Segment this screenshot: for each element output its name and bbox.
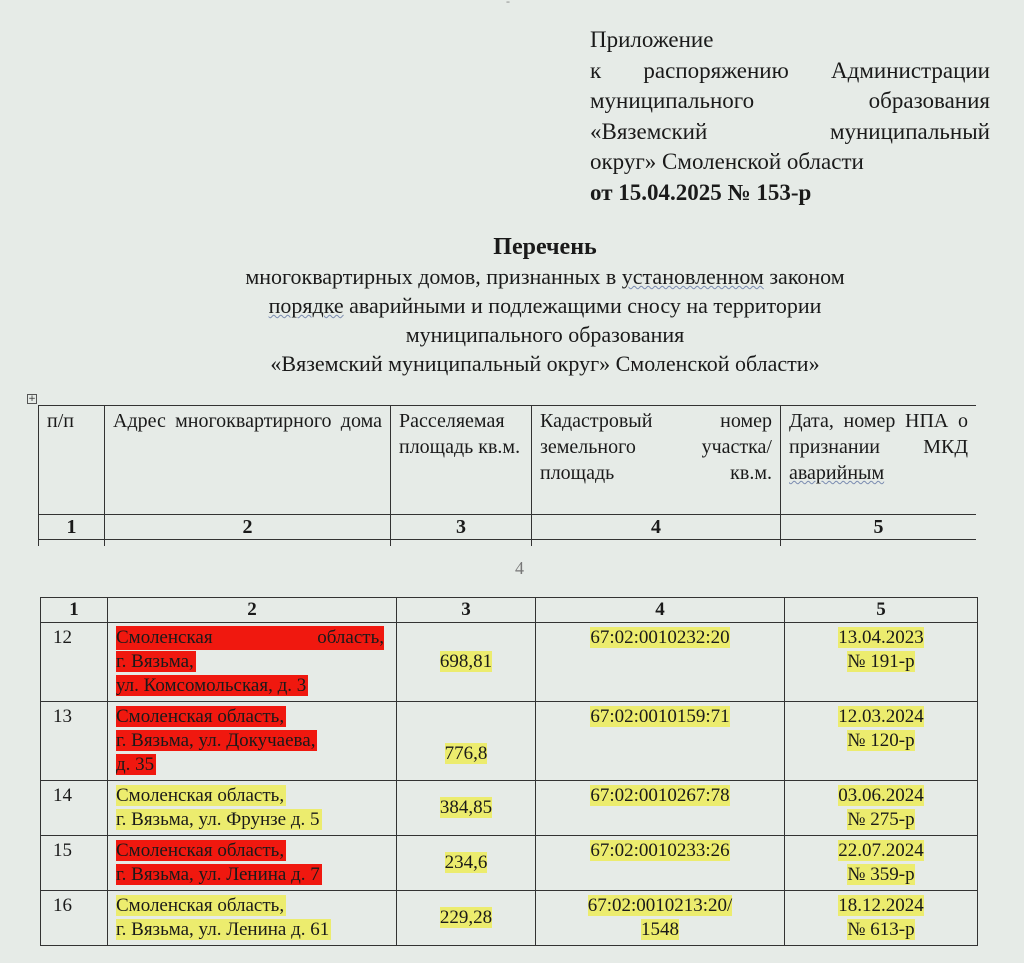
appendix-header bbox=[590, 25, 990, 208]
header-cell-date-text: Дата, номер НПА о признании МКД bbox=[789, 410, 968, 458]
header-number-cell: 3 bbox=[391, 515, 532, 540]
row-number: 14 bbox=[41, 781, 108, 836]
title-subline-1-c: законом bbox=[763, 264, 845, 289]
address-line: Смоленская область, bbox=[116, 895, 285, 916]
table-row bbox=[41, 891, 978, 946]
cadastral-value: 67:02:0010267:78 bbox=[590, 785, 730, 806]
date-value: 18.12.2024 bbox=[838, 895, 924, 916]
date-cell bbox=[785, 836, 978, 891]
address-line-wrap bbox=[116, 784, 388, 808]
area-cell bbox=[397, 702, 536, 781]
title-subline-3: муниципального образования bbox=[405, 322, 685, 347]
row-number: 15 bbox=[41, 836, 108, 891]
cutoff-cell bbox=[391, 540, 532, 547]
header-cell-date bbox=[781, 406, 977, 515]
npa-value: № 613-р bbox=[847, 919, 915, 940]
title-subline-1-b: установленном bbox=[621, 264, 764, 289]
header-cutoff-row bbox=[39, 540, 977, 547]
appendix-line-1: Приложение bbox=[590, 27, 714, 52]
row-number: 12 bbox=[41, 623, 108, 702]
address-line-wrap bbox=[116, 729, 388, 753]
date-cell bbox=[785, 891, 978, 946]
column-number-cell: 1 bbox=[41, 598, 108, 623]
address-line-wrap bbox=[116, 863, 388, 887]
cadastral-cell bbox=[536, 623, 785, 702]
address-line-wrap bbox=[116, 753, 388, 777]
title-subline-1-a: многоквартирных домов, признанных в bbox=[245, 264, 622, 289]
address-line-wrap bbox=[116, 894, 388, 918]
address-line: Смоленская область, bbox=[116, 627, 384, 648]
npa-value: № 359-р bbox=[847, 864, 915, 885]
date-value: 12.03.2024 bbox=[838, 706, 924, 727]
appendix-line-3: муниципального образования bbox=[590, 88, 990, 113]
address-cell bbox=[108, 781, 397, 836]
table-row bbox=[41, 623, 978, 702]
address-cell bbox=[108, 836, 397, 891]
date-value: 22.07.2024 bbox=[838, 840, 924, 861]
cadastral-value: 67:02:0010232:20 bbox=[590, 627, 730, 648]
address-line: ул. Комсомольская, д. 3 bbox=[116, 675, 307, 696]
cutoff-cell bbox=[39, 540, 105, 547]
address-line: г. Вязьма, ул. Ленина д. 7 bbox=[116, 864, 320, 885]
address-line: д. 35 bbox=[116, 754, 155, 775]
document-title-block bbox=[140, 232, 950, 378]
column-number-cell: 2 bbox=[108, 598, 397, 623]
appendix-order-number: от 15.04.2025 № 153-р bbox=[590, 179, 812, 205]
header-table bbox=[38, 405, 976, 546]
header-cell-num: п/п bbox=[39, 406, 105, 515]
header-number-cell: 2 bbox=[105, 515, 391, 540]
title-subline-4: «Вяземский муниципальный округ» Смоленской области» bbox=[270, 351, 820, 376]
header-cell-area: Расселяемая площадь кв.м. bbox=[391, 406, 532, 515]
header-table-wrapper bbox=[38, 405, 976, 546]
address-line: г. Вязьма, ул. Докучаева, bbox=[116, 730, 316, 751]
address-line-wrap bbox=[116, 705, 388, 729]
title-subline-2-a: порядке bbox=[268, 293, 344, 318]
address-line-wrap bbox=[116, 808, 388, 832]
page-top-mark: - bbox=[506, 0, 510, 8]
npa-value: № 275-р bbox=[847, 809, 915, 830]
cutoff-cell bbox=[532, 540, 781, 547]
address-line: Смоленская область, bbox=[116, 840, 285, 861]
address-cell bbox=[108, 623, 397, 702]
header-number-cell: 5 bbox=[781, 515, 977, 540]
header-cell-date-word: аварийным bbox=[789, 462, 885, 484]
date-cell bbox=[785, 781, 978, 836]
row-number: 13 bbox=[41, 702, 108, 781]
document-title: Перечень bbox=[493, 234, 597, 260]
header-number-cell: 4 bbox=[532, 515, 781, 540]
cadastral-cell bbox=[536, 702, 785, 781]
page-number: 4 bbox=[515, 558, 524, 578]
header-row bbox=[39, 406, 977, 515]
date-value: 13.04.2023 bbox=[838, 627, 924, 648]
address-line-wrap bbox=[116, 650, 388, 674]
appendix-line-5: округ» Смоленской области bbox=[590, 149, 864, 174]
area-value: 229,28 bbox=[439, 907, 493, 928]
header-number-cell: 1 bbox=[39, 515, 105, 540]
area-value: 698,81 bbox=[439, 651, 493, 672]
title-subline-2-b: аварийными и подлежащими сносу на территории bbox=[343, 293, 822, 318]
address-line: г. Вязьма, ул. Фрунзе д. 5 bbox=[116, 809, 320, 830]
cutoff-cell bbox=[781, 540, 977, 547]
cutoff-cell bbox=[105, 540, 391, 547]
appendix-line-4: «Вяземский муниципальный bbox=[590, 118, 990, 144]
address-line: г. Вязьма, bbox=[116, 651, 194, 672]
date-cell bbox=[785, 702, 978, 781]
area-value: 234,6 bbox=[444, 852, 488, 873]
table-row bbox=[41, 781, 978, 836]
area-cell bbox=[397, 781, 536, 836]
title-subline-2 bbox=[140, 291, 950, 320]
address-line-wrap bbox=[116, 674, 388, 698]
cadastral-cell bbox=[536, 836, 785, 891]
column-number-row bbox=[41, 598, 978, 623]
column-number-cell: 3 bbox=[397, 598, 536, 623]
address-line: Смоленская область, bbox=[116, 706, 285, 727]
date-cell bbox=[785, 623, 978, 702]
area-cell bbox=[397, 836, 536, 891]
table-row bbox=[41, 702, 978, 781]
cadastral-value: 67:02:0010213:20/ bbox=[587, 895, 733, 916]
appendix-line-2: к распоряжению Администрации bbox=[590, 57, 990, 83]
npa-value: № 120-р bbox=[847, 730, 915, 751]
header-number-row bbox=[39, 515, 977, 540]
cadastral-cell bbox=[536, 891, 785, 946]
area-value: 776,8 bbox=[444, 743, 488, 764]
cadastral-value: 67:02:0010159:71 bbox=[590, 706, 730, 727]
npa-value: № 191-р bbox=[847, 651, 915, 672]
title-subline-1 bbox=[140, 262, 950, 291]
column-number-cell: 5 bbox=[785, 598, 978, 623]
cadastral-value: 67:02:0010233:26 bbox=[590, 840, 730, 861]
column-number-cell: 4 bbox=[536, 598, 785, 623]
cadastral-area-value: 1548 bbox=[641, 919, 679, 940]
header-cell-cadastral: Кадастровый номер земельного участка/ площадь кв.м. bbox=[532, 406, 781, 515]
date-value: 03.06.2024 bbox=[838, 785, 924, 806]
area-value: 384,85 bbox=[439, 797, 493, 818]
address-line: г. Вязьма, ул. Ленина д. 61 bbox=[116, 919, 330, 940]
address-cell bbox=[108, 891, 397, 946]
housing-list-table bbox=[40, 597, 978, 946]
table-row bbox=[41, 836, 978, 891]
cadastral-cell bbox=[536, 781, 785, 836]
address-line-wrap bbox=[116, 839, 388, 863]
header-cell-address: Адрес многоквартирного дома bbox=[105, 406, 391, 515]
row-number: 16 bbox=[41, 891, 108, 946]
address-line-wrap bbox=[116, 918, 388, 942]
area-cell bbox=[397, 891, 536, 946]
area-cell bbox=[397, 623, 536, 702]
address-line: Смоленская область, bbox=[116, 785, 285, 806]
table-move-handle-icon[interactable]: + bbox=[28, 394, 36, 404]
address-cell bbox=[108, 702, 397, 781]
